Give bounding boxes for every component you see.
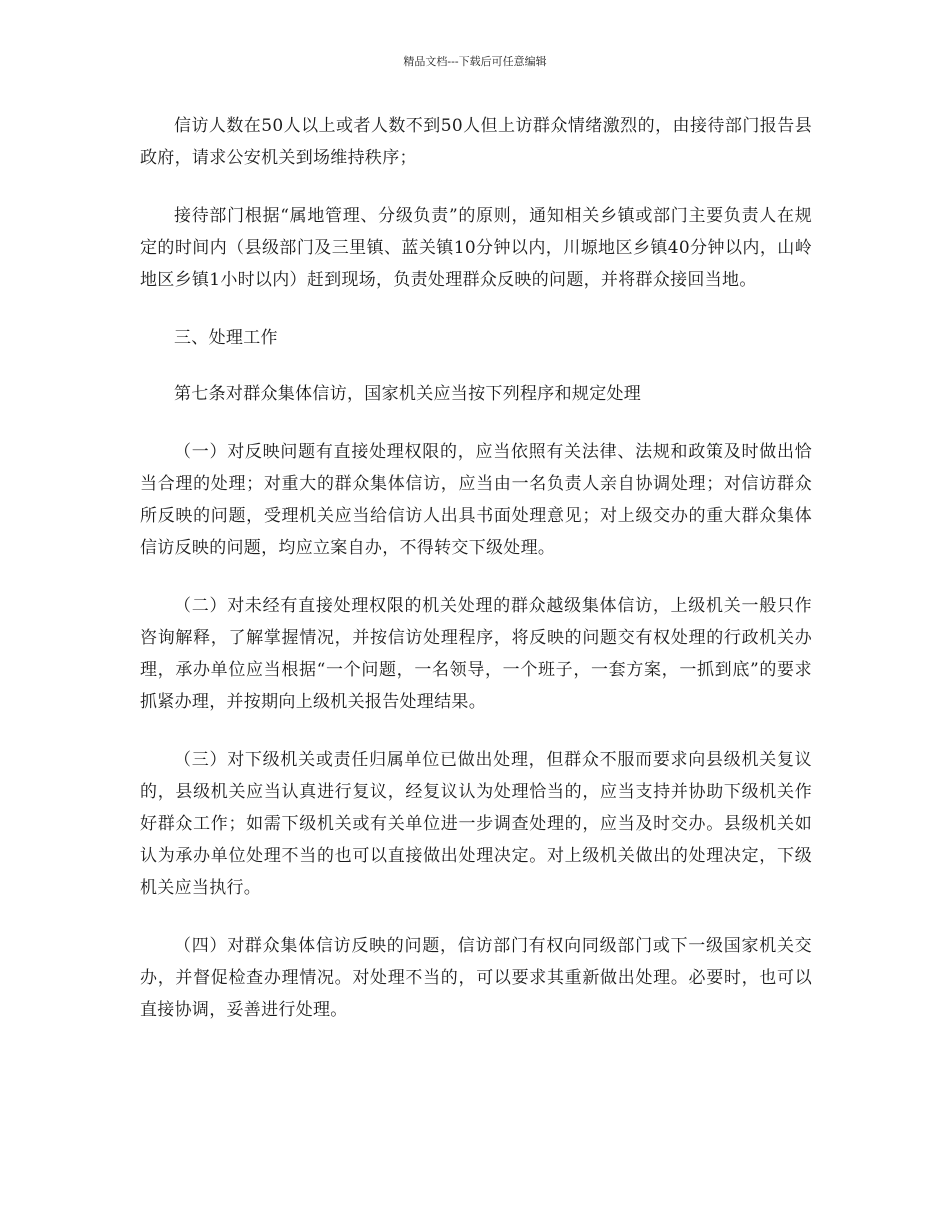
paragraph-item-1: （一）对反映问题有直接处理权限的，应当依照有关法律、法规和政策及时做出恰当合理的处理；对重大的群众集体信访，应当由一名负责人亲自协调处理；对信访群众所反映的问题，受理机关应当给信访人出具书面处理意见；对上级交办的重大群众集体信访反映的问题，均应立案自办，不得转交下级处理。 [140,442,812,558]
page-header: 精品文档---下载后可任意编辑 [403,55,547,68]
paragraph-item-2: （二）对未经有直接处理权限的机关处理的群众越级集体信访，上级机关一般只作咨询解释，了解掌握情况，并按信访处理程序，将反映的问题交有权处理的行政机关办理，承办单位应当根据“一个问题，一名领导，一个班子，一套方案，一抓到底”的要求抓紧办理，并按期向上级机关报告处理结果。 [140,596,812,712]
document-body [140,110,812,1026]
paragraph-reception-principle: 接待部门根据“属地管理、分级负责”的原则，通知相关乡镇或部门主要负责人在规定的时间内（县级部门及三里镇、蓝关镇10分钟以内，川塬地区乡镇40分钟以内，山岭地区乡镇1小时以内）赶到现场，负责处理群众反映的问题，并将群众接回当地。 [140,206,812,290]
paragraph-item-4: （四）对群众集体信访反映的问题，信访部门有权向同级部门或下一级国家机关交办，并督促检查办理情况。对处理不当的，可以要求其重新做出处理。必要时，也可以直接协调，妥善进行处理。 [140,936,812,1020]
paragraph-public-security: 信访人数在50人以上或者人数不到50人但上访群众情绪激烈的，由接待部门报告县政府，请求公安机关到场维持秩序； [140,116,812,168]
article-seven-heading: 第七条对群众集体信访，国家机关应当按下列程序和规定处理 [174,384,642,404]
paragraph-item-3: （三）对下级机关或责任归属单位已做出处理，但群众不服而要求向县级机关复议的，县级机关应当认真进行复议，经复议认为处理恰当的，应当支持并协助下级机关作好群众工作；如需下级机关或有关单位进一步调查处理的，应当及时交办。县级机关如认为承办单位处理不当的也可以直接做出处理决定。对上级机关做出的处理决定，下级机关应当执行。 [140,750,812,898]
section-heading-processing: 三、处理工作 [174,328,278,348]
